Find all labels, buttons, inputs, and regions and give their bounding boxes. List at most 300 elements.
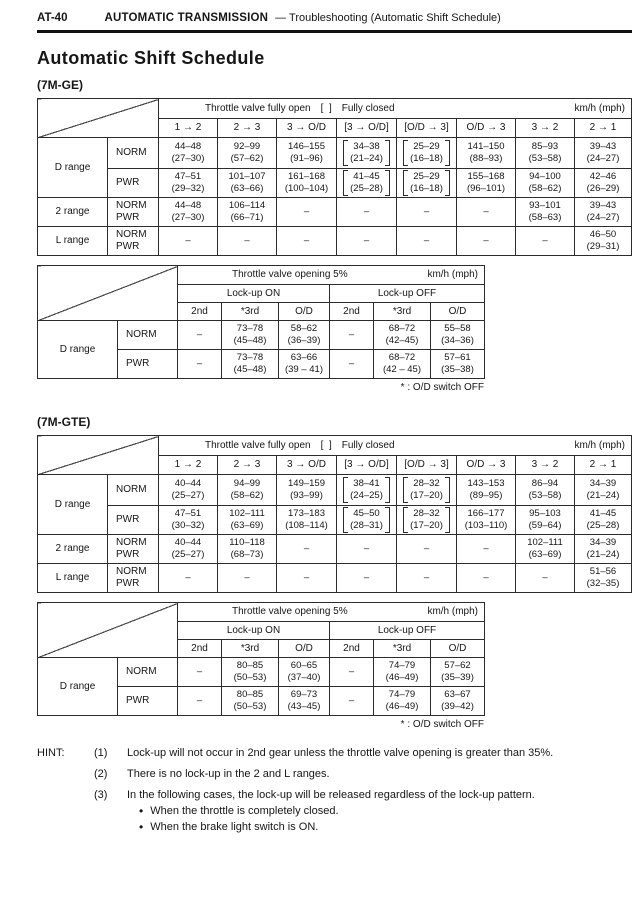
value-line: 68–72 <box>388 323 416 334</box>
value-cell <box>178 687 222 716</box>
table-row <box>38 227 632 256</box>
value-line: (108–114) <box>285 520 328 531</box>
value-cell <box>575 169 632 198</box>
value-line: (43–45) <box>287 701 321 712</box>
value-line: (17–20) <box>410 520 443 531</box>
mode-line: PWR <box>116 578 140 589</box>
value-line: 95–103 <box>529 508 561 519</box>
value-line: – <box>244 235 250 246</box>
value-cell <box>575 535 632 564</box>
table-row <box>38 535 632 564</box>
value-line: 143–153 <box>467 478 505 489</box>
value-cell <box>337 169 397 198</box>
value-cell <box>277 198 337 227</box>
value-line: 73–78 <box>236 352 264 363</box>
value-line: (28–31) <box>350 520 383 531</box>
table-row <box>38 169 632 198</box>
value-cell <box>397 138 457 169</box>
value-line: 44–48 <box>174 141 202 152</box>
caption-fully-closed: Fully closed <box>341 439 395 451</box>
mode-line: NORM <box>116 200 147 211</box>
shift-column-header: [3 → O/D] <box>337 456 397 475</box>
value-cell <box>218 227 277 256</box>
value-line: 40–44 <box>174 537 202 548</box>
value-line: 161–168 <box>288 171 325 182</box>
value-cell <box>218 535 277 564</box>
value-line: – <box>483 543 489 554</box>
shift-column-header: 3 → O/D <box>277 119 337 138</box>
value-line: 39–43 <box>589 200 617 211</box>
value-cell <box>218 138 277 169</box>
hint-item-2 <box>37 767 632 781</box>
shift-column-header: O/D → 3 <box>457 119 516 138</box>
engine-label-7m-gte: (7M-GTE) <box>37 415 91 429</box>
mode-line: PWR <box>116 549 140 560</box>
value-line: (91–96) <box>290 153 323 164</box>
value-line: – <box>196 329 203 340</box>
value-cell <box>374 321 431 350</box>
value-line: (46–49) <box>385 672 419 683</box>
value-line: 110–118 <box>229 537 265 548</box>
value-line: (21–24) <box>586 549 620 560</box>
shift-column-header: 1 → 2 <box>159 456 218 475</box>
value-line: (59–64) <box>528 520 562 531</box>
shift-schedule-table <box>37 435 632 593</box>
section-subtitle: — Troubleshooting (Automatic Shift Schedule) <box>275 12 501 24</box>
value-line: 41–45 <box>353 171 380 182</box>
mode-cell <box>108 564 159 593</box>
value-line: – <box>196 358 203 369</box>
value-line: 93–101 <box>529 200 561 211</box>
shift-column-header: O/D → 3 <box>457 456 516 475</box>
bracketed-value <box>403 170 450 196</box>
value-cell <box>397 475 457 506</box>
value-line: – <box>348 358 355 369</box>
lockup-group-header: Lock-up ON <box>178 622 330 640</box>
gear-column-header: O/D <box>279 303 330 321</box>
bracketed-value <box>403 507 450 533</box>
mode-cell: NORM <box>108 138 159 169</box>
lockup-table <box>37 602 485 716</box>
hint-item-1 <box>37 746 632 760</box>
gear-column-header: O/D <box>431 640 485 658</box>
table-row <box>38 138 632 169</box>
mode-line: PWR <box>116 241 140 252</box>
value-cell <box>279 658 330 687</box>
value-line: (68–73) <box>230 549 264 560</box>
value-cell <box>218 564 277 593</box>
hint-item-number: (3) <box>94 789 108 801</box>
value-cell <box>277 227 337 256</box>
mode-cell <box>108 227 159 256</box>
value-line: (25–27) <box>171 490 205 501</box>
table-caption-cell <box>159 436 632 456</box>
value-line: (16–18) <box>410 153 443 164</box>
value-line: – <box>423 206 430 217</box>
value-line: 38–41 <box>353 478 380 489</box>
value-line: 45–50 <box>353 508 380 519</box>
value-cell <box>277 535 337 564</box>
page-title: Automatic Shift Schedule <box>37 48 265 68</box>
table-caption-cell <box>178 266 485 285</box>
value-line: (58–63) <box>528 212 562 223</box>
value-line: – <box>196 666 203 677</box>
value-cell <box>397 506 457 535</box>
value-line: (42 – 45) <box>382 364 422 375</box>
value-cell <box>337 475 397 506</box>
value-line: 69–73 <box>290 689 318 700</box>
mode-cell: NORM <box>108 475 159 506</box>
value-line: (39–42) <box>441 701 474 712</box>
gear-column-header: 2nd <box>330 640 374 658</box>
value-line: (45–48) <box>233 335 267 346</box>
value-line: 42–46 <box>589 171 617 182</box>
value-cell <box>277 564 337 593</box>
gear-column-header: O/D <box>279 640 330 658</box>
value-line: – <box>363 572 370 583</box>
value-line: – <box>423 543 430 554</box>
value-line: (21–24) <box>586 490 620 501</box>
value-line: 68–72 <box>388 352 416 363</box>
value-cell <box>575 198 632 227</box>
value-line: 55–58 <box>444 323 471 334</box>
value-line: 73–78 <box>236 323 264 334</box>
lockup-table-7m-ge <box>37 265 632 379</box>
value-line: 28–32 <box>413 478 440 489</box>
value-line: 173–183 <box>288 508 325 519</box>
lockup-group-header: Lock-up OFF <box>330 622 485 640</box>
hint-item-3 <box>37 788 632 834</box>
table-caption-cell <box>178 603 485 622</box>
value-cell <box>222 350 279 379</box>
hint-bullet-text: • When the brake light switch is ON. <box>150 821 319 833</box>
hint-section <box>37 746 632 834</box>
value-line: – <box>185 572 191 583</box>
value-line: (34–36) <box>441 335 474 346</box>
caption-line <box>165 440 625 452</box>
shift-column-header: 2 → 1 <box>575 119 632 138</box>
caption-row <box>38 603 485 622</box>
value-line: – <box>423 235 430 246</box>
value-cell <box>277 506 337 535</box>
hint-item-number: (1) <box>94 747 108 759</box>
mode-cell: NORM <box>118 321 178 350</box>
bracketed-value <box>403 477 450 503</box>
hint-item-text: Lock-up will not occur in 2nd gear unless the throttle valve opening is greater than 35%. <box>127 747 554 759</box>
mode-cell: PWR <box>118 687 178 716</box>
value-cell <box>516 138 575 169</box>
bracketed-value <box>343 170 390 196</box>
value-line: (32–35) <box>586 578 620 589</box>
value-cell <box>397 198 457 227</box>
value-line: 74–79 <box>388 689 416 700</box>
value-line: (89–95) <box>469 490 503 501</box>
value-cell <box>222 658 279 687</box>
value-line: 80–85 <box>236 660 264 671</box>
range-cell: 2 range <box>38 535 108 564</box>
mode-line: NORM <box>116 229 147 240</box>
value-cell <box>330 687 374 716</box>
value-cell <box>397 169 457 198</box>
value-cell <box>397 564 457 593</box>
value-line: (16–18) <box>410 183 443 194</box>
value-line: 101–107 <box>228 171 266 182</box>
value-cell <box>457 535 516 564</box>
value-cell <box>337 564 397 593</box>
range-cell: L range <box>38 564 108 593</box>
value-line: 34–38 <box>353 141 380 152</box>
value-line: (88–93) <box>469 153 503 164</box>
value-cell <box>457 198 516 227</box>
shift-column-header: [O/D → 3] <box>397 119 457 138</box>
table-row <box>38 564 632 593</box>
value-line: (66–71) <box>230 212 264 223</box>
value-line: 94–100 <box>529 171 561 182</box>
value-cell <box>374 687 431 716</box>
shift-table-7m-gte <box>37 435 632 593</box>
value-line: 63–66 <box>290 352 318 363</box>
value-cell <box>159 506 218 535</box>
value-line: 146–155 <box>288 141 325 152</box>
table-row <box>38 198 632 227</box>
value-line: (30–32) <box>171 520 205 531</box>
value-line: (25–28) <box>350 183 383 194</box>
diagonal-cell <box>38 603 178 658</box>
hint-item-text-block <box>127 788 632 834</box>
range-cell: 2 range <box>38 198 108 227</box>
value-cell <box>218 198 277 227</box>
value-cell <box>337 138 397 169</box>
range-cell: D range <box>38 321 118 379</box>
value-cell <box>337 227 397 256</box>
lockup-table <box>37 265 485 379</box>
value-line: 102–111 <box>527 537 563 548</box>
lockup-group-header: Lock-up OFF <box>330 285 485 303</box>
shift-column-header: 2 → 3 <box>218 119 277 138</box>
value-cell <box>218 475 277 506</box>
value-cell <box>516 506 575 535</box>
range-cell: D range <box>38 658 118 716</box>
value-line: – <box>303 543 310 554</box>
caption-row <box>38 436 632 456</box>
value-line: (17–20) <box>410 490 443 501</box>
value-cell <box>516 535 575 564</box>
value-line: (50–53) <box>233 672 267 683</box>
value-line: 86–94 <box>531 478 559 489</box>
value-line: – <box>483 206 489 217</box>
value-cell <box>279 321 330 350</box>
value-line: (93–99) <box>290 490 323 501</box>
caption-row <box>38 99 632 119</box>
value-line: 25–29 <box>413 141 440 152</box>
value-line: (100–104) <box>284 183 329 194</box>
caption-line <box>165 103 625 115</box>
hint-item-text: There is no lock-up in the 2 and L ranges. <box>127 768 330 780</box>
value-line: (103–110) <box>464 520 508 531</box>
value-cell <box>337 506 397 535</box>
value-line: (21–24) <box>350 153 383 164</box>
value-line: 85–93 <box>531 141 559 152</box>
value-line: (35–39) <box>441 672 474 683</box>
value-cell <box>277 475 337 506</box>
table-row <box>38 658 485 687</box>
caption-throttle-opening: Throttle valve opening 5% <box>232 606 348 617</box>
gear-column-header: 2nd <box>330 303 374 321</box>
value-cell <box>575 506 632 535</box>
shift-column-header: [3 → O/D] <box>337 119 397 138</box>
value-line: 44–48 <box>174 200 202 211</box>
value-line: – <box>363 206 370 217</box>
engine-label-7m-ge: (7M-GE) <box>37 78 83 92</box>
gear-column-header: *3rd <box>222 303 279 321</box>
diagonal-cell <box>38 266 178 321</box>
value-line: (25–28) <box>586 520 620 531</box>
value-line: – <box>303 235 310 246</box>
value-line: – <box>244 572 250 583</box>
bracketed-value <box>403 140 450 166</box>
value-line: 40–44 <box>174 478 202 489</box>
value-cell <box>222 687 279 716</box>
value-line: (24–27) <box>586 212 620 223</box>
gear-column-header: *3rd <box>222 640 279 658</box>
value-line: – <box>185 235 191 246</box>
value-line: 155–168 <box>467 171 505 182</box>
value-cell <box>159 535 218 564</box>
range-cell: D range <box>38 138 108 198</box>
value-cell <box>337 198 397 227</box>
value-cell <box>431 350 485 379</box>
value-cell <box>457 564 516 593</box>
value-cell <box>516 564 575 593</box>
value-line: – <box>196 695 203 706</box>
table-caption-cell <box>159 99 632 119</box>
table-row <box>38 321 485 350</box>
bracketed-value <box>343 140 390 166</box>
value-line: (42–45) <box>385 335 419 346</box>
shift-schedule-table <box>37 98 632 256</box>
value-cell <box>575 138 632 169</box>
gear-column-header: *3rd <box>374 640 431 658</box>
od-switch-footnote-7m-ge: * : O/D switch OFF <box>400 382 484 393</box>
value-cell <box>457 169 516 198</box>
value-line: – <box>542 572 548 583</box>
value-line: 106–114 <box>228 200 266 211</box>
value-cell <box>178 321 222 350</box>
mode-line: PWR <box>116 212 140 223</box>
value-line: (24–27) <box>586 153 620 164</box>
running-header <box>37 12 632 33</box>
value-cell <box>575 227 632 256</box>
caption-bracket-symbol: [ ] <box>320 102 332 114</box>
value-line: (96–101) <box>466 183 506 194</box>
value-cell <box>330 658 374 687</box>
value-cell <box>277 138 337 169</box>
value-cell <box>457 475 516 506</box>
shift-column-header: 2 → 3 <box>218 456 277 475</box>
value-cell <box>159 227 218 256</box>
value-line: (53–58) <box>528 490 562 501</box>
value-line: 57–61 <box>444 352 471 363</box>
value-cell <box>374 350 431 379</box>
gear-column-header: 2nd <box>178 303 222 321</box>
value-line: 51–56 <box>589 566 617 577</box>
value-cell <box>279 350 330 379</box>
hint-bullet-2 <box>139 820 632 834</box>
value-line: 74–79 <box>388 660 416 671</box>
value-line: 25–29 <box>413 171 440 182</box>
value-cell <box>277 169 337 198</box>
shift-column-header: 3 → 2 <box>516 119 575 138</box>
gear-column-header: *3rd <box>374 303 431 321</box>
value-line: – <box>483 235 489 246</box>
value-cell <box>159 564 218 593</box>
value-cell <box>178 658 222 687</box>
value-line: 34–39 <box>589 537 617 548</box>
value-cell <box>397 535 457 564</box>
table-row <box>38 475 632 506</box>
value-line: 39–43 <box>589 141 617 152</box>
diagonal-cell <box>38 99 159 138</box>
value-cell <box>431 321 485 350</box>
mode-cell: PWR <box>108 169 159 198</box>
value-cell <box>159 138 218 169</box>
caption-unit: km/h (mph) <box>427 606 478 617</box>
value-cell <box>218 506 277 535</box>
value-line: – <box>348 666 355 677</box>
value-cell <box>516 169 575 198</box>
value-line: (58–62) <box>230 490 264 501</box>
value-line: (36–39) <box>287 335 321 346</box>
value-line: – <box>423 572 430 583</box>
value-line: – <box>303 572 310 583</box>
value-cell <box>330 350 374 379</box>
shift-table-7m-ge <box>37 98 632 256</box>
caption-unit: km/h (mph) <box>427 269 478 280</box>
caption-fully-closed: Fully closed <box>341 102 395 114</box>
value-line: (63–69) <box>528 549 562 560</box>
value-cell <box>516 475 575 506</box>
hint-bullet-text: • When the throttle is completely closed. <box>150 805 339 817</box>
shift-column-header: 2 → 1 <box>575 456 632 475</box>
value-cell <box>178 350 222 379</box>
value-line: – <box>363 543 370 554</box>
value-line: (24–25) <box>350 490 383 501</box>
page-code: AT-40 <box>37 12 68 24</box>
value-cell <box>431 687 485 716</box>
table-row <box>38 506 632 535</box>
od-switch-footnote-7m-gte: * : O/D switch OFF <box>400 719 484 730</box>
value-line: 41–45 <box>589 508 617 519</box>
value-cell <box>159 198 218 227</box>
value-line: 80–85 <box>236 689 264 700</box>
value-cell <box>457 506 516 535</box>
mode-cell <box>108 535 159 564</box>
value-cell <box>374 658 431 687</box>
mode-cell: PWR <box>108 506 159 535</box>
value-line: (26–29) <box>586 183 620 194</box>
bracketed-value <box>343 477 390 503</box>
value-cell <box>159 169 218 198</box>
value-cell <box>222 321 279 350</box>
caption-throttle-open: Throttle valve fully open <box>205 102 311 114</box>
value-line: (46–49) <box>385 701 419 712</box>
value-cell <box>218 169 277 198</box>
hint-bullet-1 <box>139 804 632 818</box>
value-line: (45–48) <box>233 364 267 375</box>
value-line: 149–159 <box>288 478 325 489</box>
value-cell <box>575 564 632 593</box>
value-line: (39 – 41) <box>284 364 324 375</box>
